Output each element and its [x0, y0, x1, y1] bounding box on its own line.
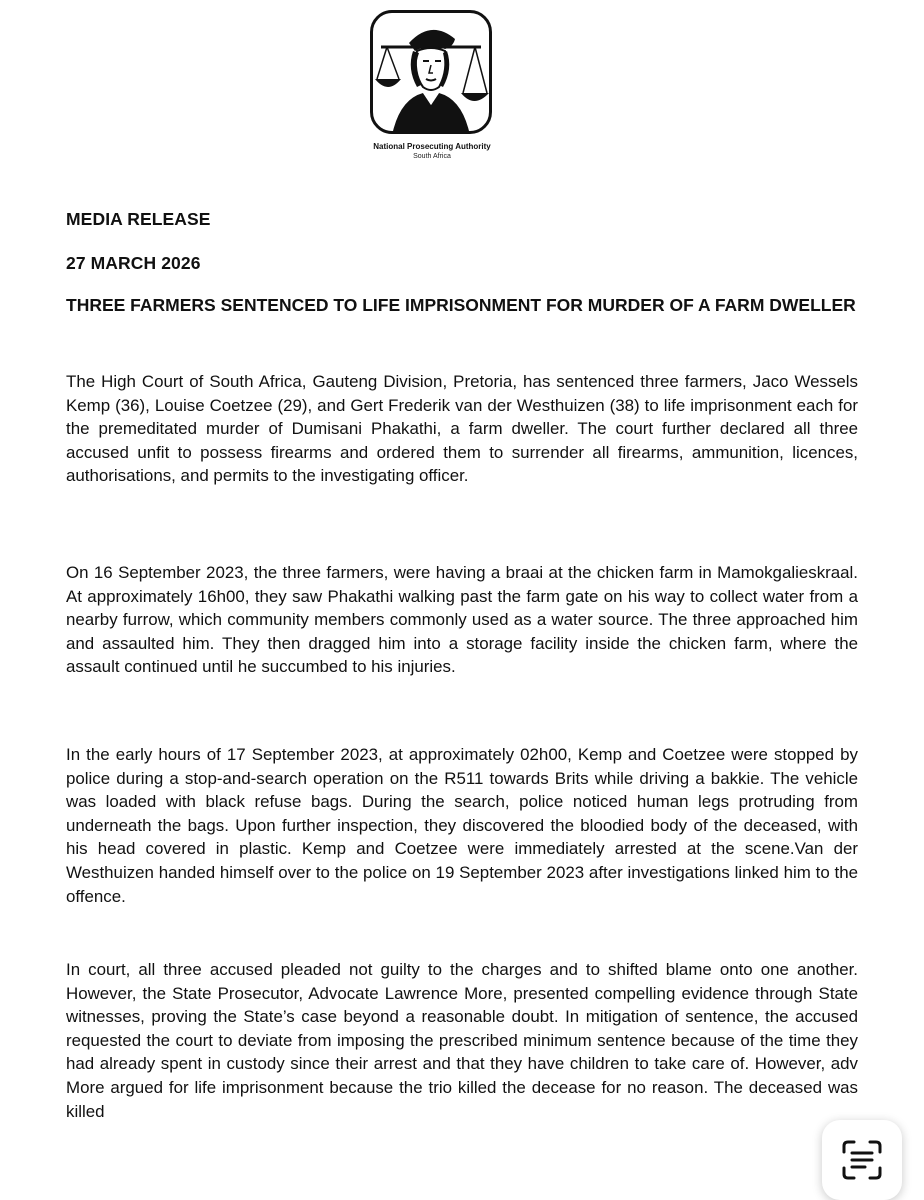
release-label: MEDIA RELEASE: [66, 209, 211, 229]
logo-frame: [370, 10, 492, 134]
body-paragraph-1: The High Court of South Africa, Gauteng Division, Pretoria, has sentenced three farmers, Jaco Wessels Kemp (36), Louise Coetzee (29), and Gert Frederik van der Westhuizen (38) to life imprisonment each for the premeditated murder of Dumisani Phakathi, a farm dweller. The court further declared all three accused unfit to possess firearms and ordered them to surrender all firearms, ammunition, licences, authorisations, and permits to the investigating officer.: [66, 372, 858, 486]
body-paragraph-2: On 16 September 2023, the three farmers, were having a braai at the chicken farm in Mamokgalieskraal. At approximately 16h00, they saw Phakathi walking past the farm gate on his way to collect water from a nearby furrow, which community members commonly used as a water source. The three approached him and assaulted him. They then dragged him into a storage facility inside the chicken farm, where the assault continued until he succumbed to his injuries.: [66, 563, 858, 677]
npa-logo: [370, 10, 494, 138]
scales-of-justice-figure-icon: [373, 13, 489, 131]
text-scan-button[interactable]: [822, 1120, 902, 1200]
release-title: THREE FARMERS SENTENCED TO LIFE IMPRISONMENT FOR MURDER OF A FARM DWELLER: [66, 295, 856, 315]
release-date: 27 MARCH 2026: [66, 253, 201, 273]
organization-name: National Prosecuting Authority: [373, 142, 491, 151]
body-paragraph-3: In the early hours of 17 September 2023, at approximately 02h00, Kemp and Coetzee were stopped by police during a stop-and-search operation on the R511 towards Brits while driving a bakkie. The vehicle was loaded with black refuse bags. During the search, police noticed human legs protruding from underneath the bags. Upon further inspection, they discovered the bloodied body of the deceased, with his head covered in plastic. Kemp and Coetzee were immediately arrested at the scene.Van der Westhuizen handed himself over to the police on 19 September 2023 after investigations linked him to the offence.: [66, 745, 858, 906]
text-scan-icon: [840, 1138, 884, 1182]
organization-country: South Africa: [413, 153, 451, 160]
body-paragraph-4: In court, all three accused pleaded not guilty to the charges and to shifted blame onto one another. However, the State Prosecutor, Advocate Lawrence More, presented compelling evidence through State witnesses, proving the State’s case beyond a reasonable doubt. In mitigation of sentence, the accused requested the court to deviate from imposing the prescribed minimum sentence because of the time they had already spent in custody since their arrest and that they have children to take care of. However, adv More argued for life imprisonment because the trio killed the decease for no reason. The deceased was killed: [66, 960, 858, 1121]
